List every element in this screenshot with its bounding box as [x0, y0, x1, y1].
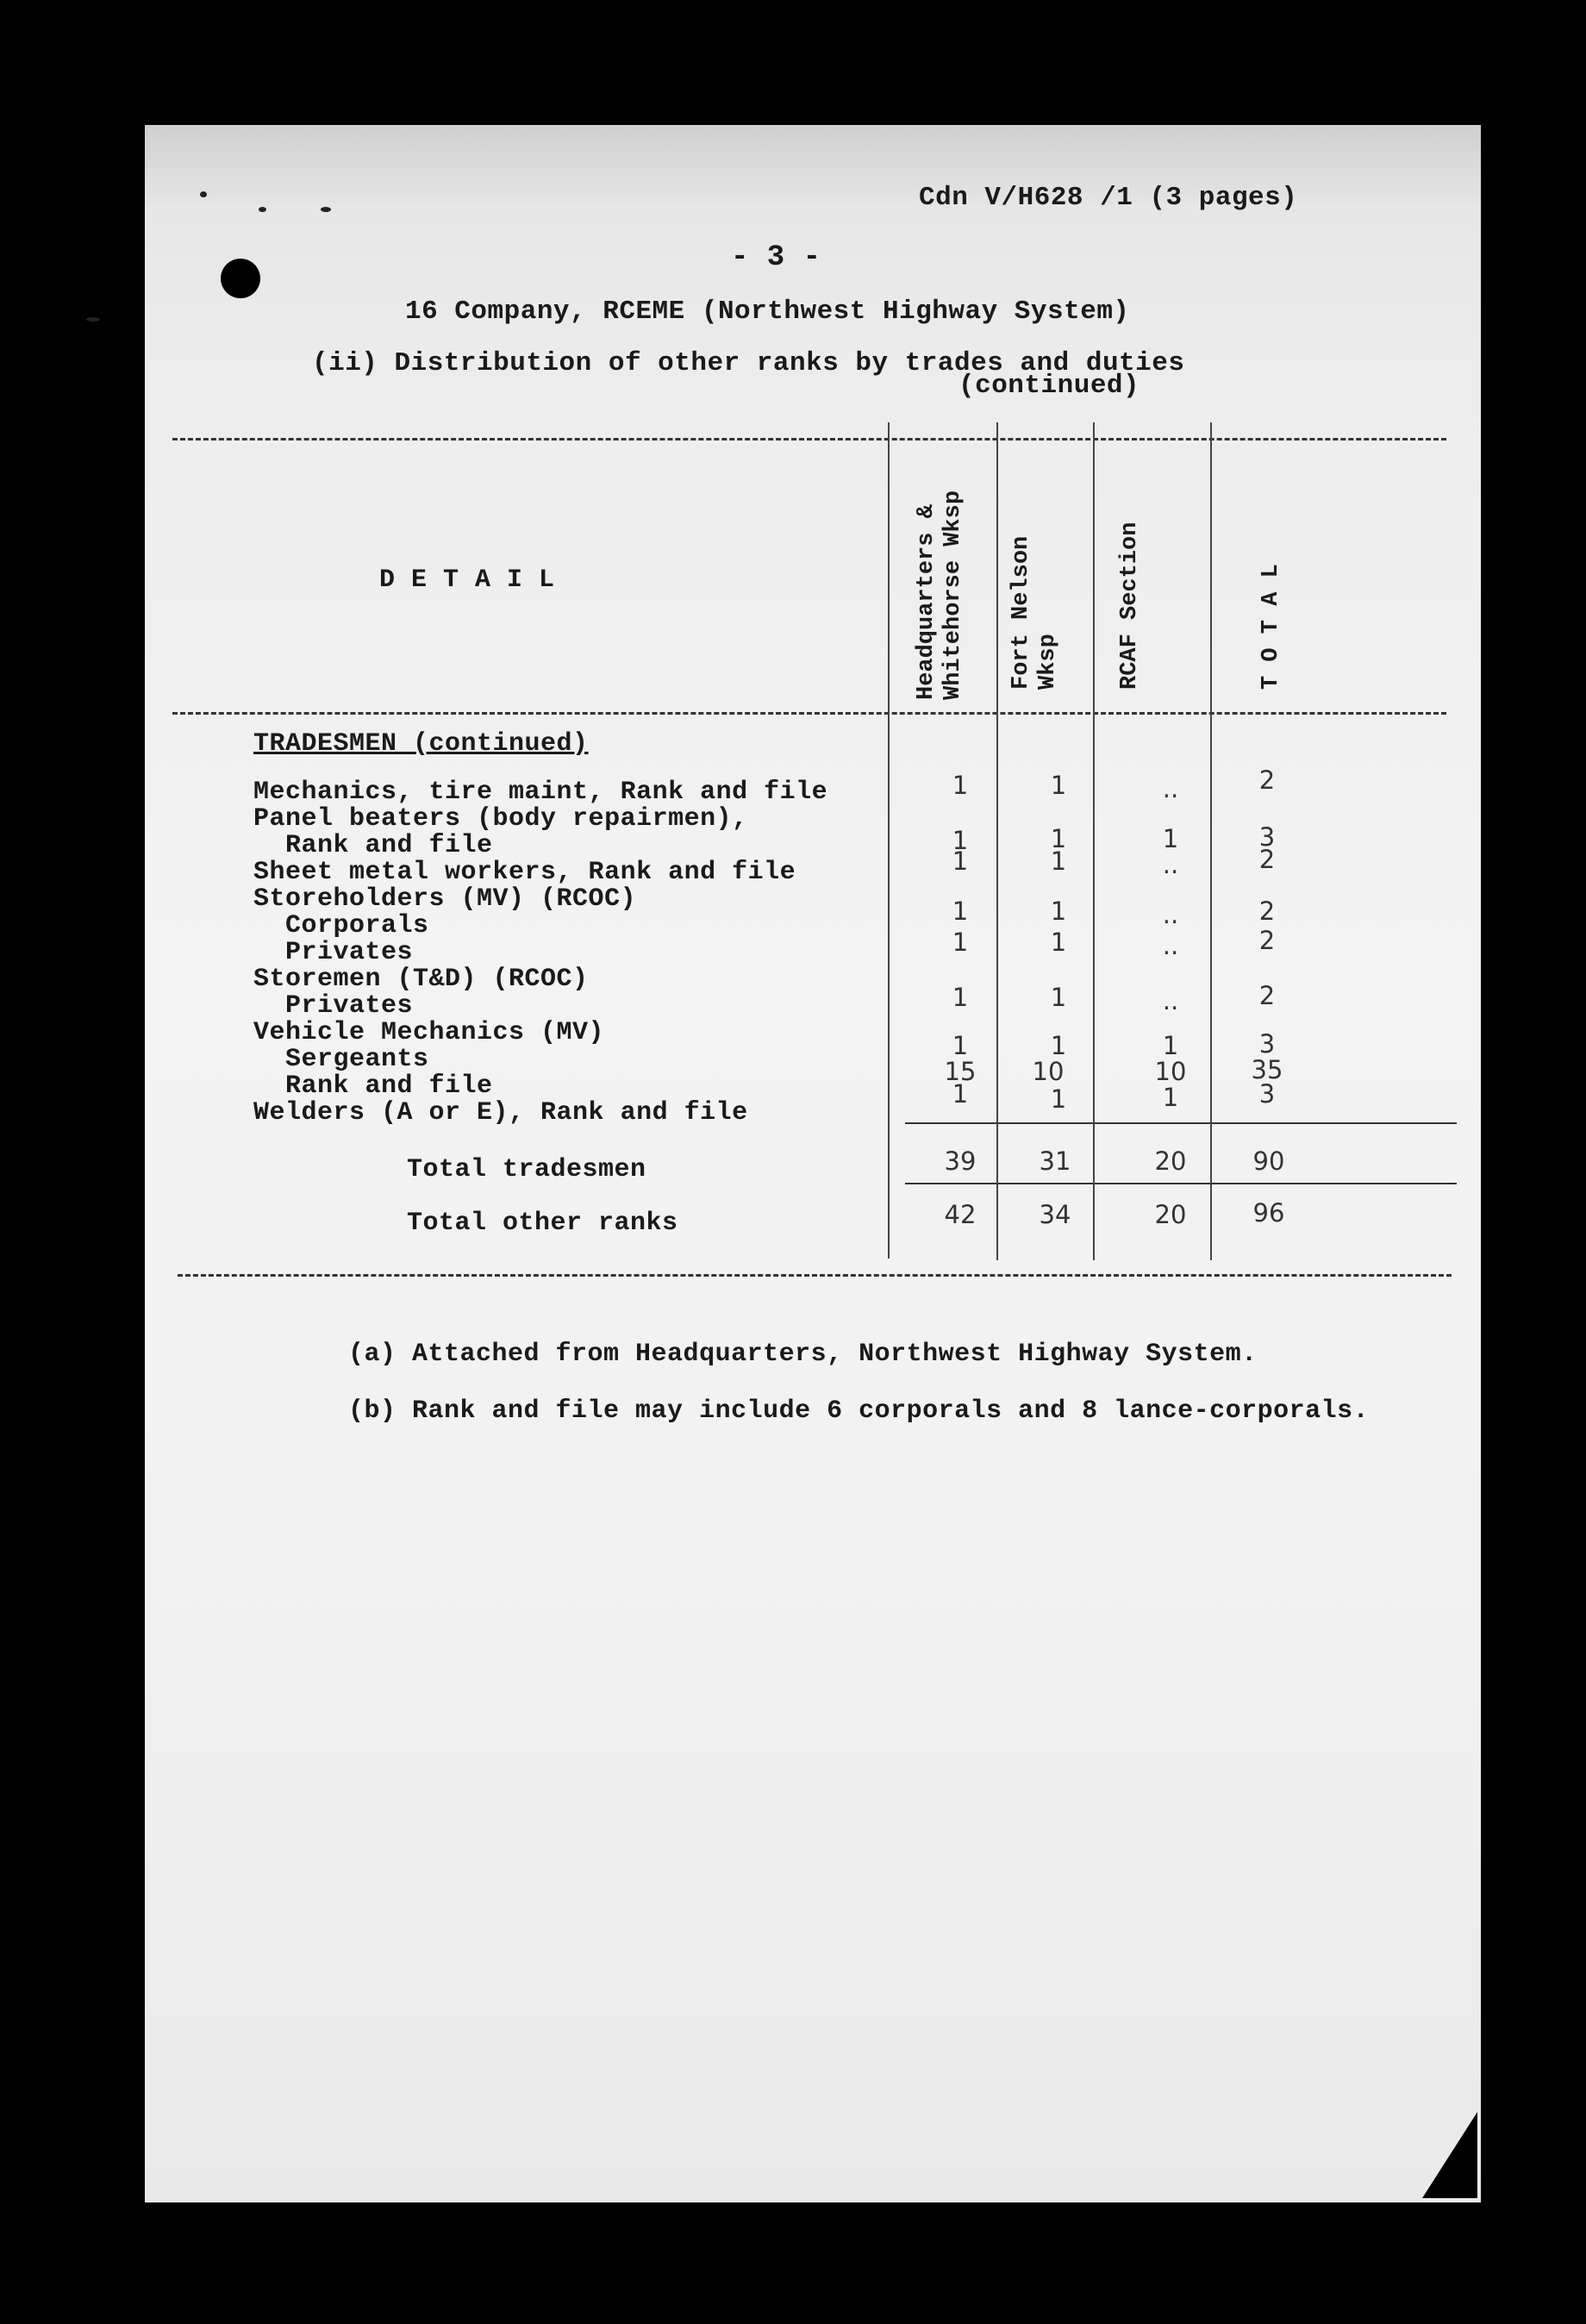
cell-value: 1: [952, 896, 969, 926]
page-title: 16 Company, RCEME (Northwest Highway System): [405, 297, 1130, 327]
column-header-rcaf-section: RCAF Section: [1117, 522, 1143, 690]
cell-value: 3: [1258, 822, 1276, 852]
speck: [200, 191, 207, 197]
total-other-ranks-label: Total other ranks: [407, 1209, 678, 1238]
row-label: Sergeants: [253, 1045, 429, 1074]
total-tradesmen-label: Total tradesmen: [407, 1155, 646, 1184]
cell-value: 1: [1050, 983, 1067, 1012]
cell-value: 1: [1162, 1031, 1179, 1060]
total-value: 34: [1039, 1200, 1071, 1229]
cell-value: 2: [1258, 765, 1276, 795]
cell-value: 2: [1258, 845, 1276, 874]
cell-value: 1: [952, 1031, 969, 1060]
row-label: Rank and file: [253, 1071, 493, 1101]
row-label: Privates: [253, 991, 414, 1021]
section-heading: TRADESMEN (continued): [253, 729, 589, 759]
cell-value: 1: [1162, 1083, 1179, 1112]
totals-rule-1: [905, 1122, 1457, 1124]
table-header-rule: [172, 712, 1446, 715]
total-value: 42: [944, 1200, 977, 1229]
cell-value: 3: [1258, 1079, 1276, 1109]
footnote-a: (a) Attached from Headquarters, Northwest Highway System.: [348, 1340, 1258, 1369]
column-divider-4: [1210, 422, 1212, 1260]
table-bottom-rule: [178, 1274, 1452, 1277]
footnote-b: (b) Rank and file may include 6 corporals and 8 lance-corporals.: [348, 1396, 1370, 1426]
cell-value: 1: [1050, 1084, 1067, 1114]
total-value: 20: [1154, 1200, 1187, 1229]
total-value: 96: [1252, 1198, 1285, 1228]
table-subtitle-continued: (continued): [958, 371, 1140, 401]
cell-value: ..: [1162, 931, 1179, 960]
cell-value: 1: [952, 1079, 969, 1109]
row-label: Welders (A or E), Rank and file: [253, 1098, 748, 1128]
document-reference: Cdn V/H628 /1 (3 pages): [919, 183, 1298, 213]
cell-value: 2: [1258, 896, 1276, 926]
cell-value: ..: [1162, 850, 1179, 879]
cell-value: 1: [1050, 928, 1067, 957]
row-label: Rank and file: [253, 831, 493, 860]
row-label: Storeholders (MV) (RCOC): [253, 884, 637, 914]
row-label: Sheet metal workers, Rank and file: [253, 858, 796, 887]
cell-value: 1: [952, 826, 969, 855]
row-label: Panel beaters (body repairmen),: [253, 804, 748, 834]
punch-hole: [221, 259, 260, 298]
cell-value: 1: [1050, 896, 1067, 926]
cell-value: 10: [1154, 1057, 1187, 1086]
page-number: - 3 -: [731, 241, 821, 274]
cell-value: 1: [1050, 847, 1067, 876]
cell-value: 1: [1050, 1031, 1067, 1060]
cell-value: 2: [1258, 926, 1276, 955]
row-label: Mechanics, tire maint, Rank and file: [253, 778, 828, 807]
cell-value: 10: [1032, 1057, 1065, 1086]
cell-value: 1: [952, 771, 969, 800]
cell-value: 2: [1258, 981, 1276, 1010]
column-divider-2: [996, 422, 998, 1260]
cell-value: 35: [1251, 1055, 1283, 1084]
cell-value: 1: [1050, 824, 1067, 853]
cell-value: 1: [1162, 824, 1179, 853]
cell-value: ..: [1162, 900, 1179, 929]
table-subtitle: (ii) Distribution of other ranks by trades and duties: [312, 348, 1185, 378]
row-label: Privates: [253, 938, 414, 967]
cell-value: ..: [1162, 774, 1179, 803]
row-label: Storemen (T&D) (RCOC): [253, 965, 589, 994]
totals-rule-2: [905, 1183, 1457, 1184]
total-value: 90: [1252, 1146, 1285, 1176]
cell-value: 3: [1258, 1029, 1276, 1059]
cell-value: ..: [1162, 986, 1179, 1015]
column-header-hq-whitehorse: Headquarters & Whitehorse Wksp: [914, 490, 966, 700]
folded-corner: [1422, 2112, 1477, 2198]
table-top-rule: [172, 438, 1446, 440]
total-value: 20: [1154, 1146, 1187, 1176]
speck: [321, 207, 331, 212]
cell-value: 15: [944, 1057, 977, 1086]
column-header-total: T O T A L: [1258, 564, 1284, 690]
row-label: Vehicle Mechanics (MV): [253, 1018, 605, 1047]
cell-value: 1: [1050, 771, 1067, 800]
cell-value: 1: [952, 983, 969, 1012]
total-value: 39: [944, 1146, 977, 1176]
column-header-fort-nelson: Fort Nelson Wksp: [1008, 535, 1061, 690]
speck: [259, 207, 266, 212]
cell-value: 1: [952, 928, 969, 957]
column-divider-3: [1093, 422, 1095, 1260]
total-value: 31: [1039, 1146, 1071, 1176]
speck: [86, 317, 100, 322]
cell-value: 1: [952, 847, 969, 876]
detail-header: D E T A I L: [379, 565, 555, 595]
column-divider-1: [888, 422, 890, 1259]
row-label: Corporals: [253, 911, 429, 940]
